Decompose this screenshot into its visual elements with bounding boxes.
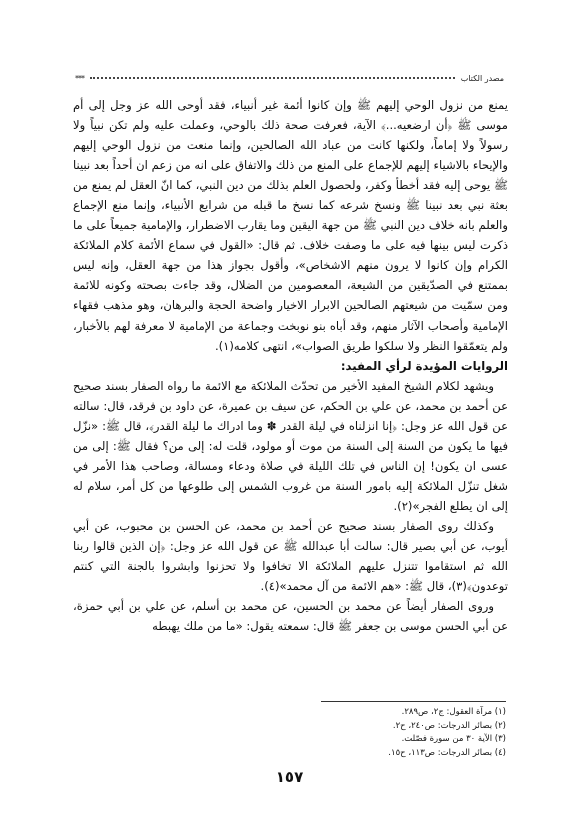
footnote-item: (١) مرآة العقول: ج٢، ص٢٨٩. bbox=[401, 707, 506, 717]
running-header bbox=[75, 72, 504, 84]
header-dotted-rule bbox=[90, 77, 455, 79]
footnote-item: (٤) بصائر الدرجات: ص١١٣، ح١٥. bbox=[388, 747, 506, 758]
footnote-separator bbox=[321, 701, 506, 702]
paragraph-saffar-istaqamu: وكذلك روى الصفار بسند صحيح عن أحمد بن محمد، عن الحسن بن محبوب، عن أبي أيوب، عن أبي بصير قال: سالت أبا عبدالله ﷺ عن قول الله عز وجل: ﴿إن الذين قالوا ربنا الله ثم استقاموا تتنزل عليهم الملائكة الا تخافوا ولا تحزنوا وابشروا بالجنة التي كنتم توعدون﴾(٣)، قال ﷺ: «هم الائمة من آل محمد»(٤). bbox=[73, 518, 508, 594]
running-header-title: مصدر الكتاب bbox=[460, 73, 504, 83]
page-number: ١٥٧ bbox=[275, 768, 304, 786]
paragraph-mufid-quote: يمنع من نزول الوحي إليهم ﷺ وإن كانوا أئمة غير أنبياء، فقد أوحى الله عز وجل إلى أم موسى ﷺ ﴿أن ارضعيه...﴾ الآية، فعرفت صحة ذلك بالوحي، وعملت عليه ولم تكن نبياً ولا رسولاً ولا إماماً، ولكنها كانت من عباد الله الصالحين، وإنما منعت من نزول الوحي إليهم والإيحاء بالاشياء إليهم للإجماع على المنع من ذلك والاتفاق على انه من زعم ان أحداً بعد نبينا ﷺ يوحى إليه فقد أخطأ وكفر، ولحصول العلم بذلك من دين النبي، كما انّ العقل لم يمنع من بعثة نبي بعد نبينا ﷺ ونسخ شرعه كما نسخ ما قبله من شرايع الأنبياء، وإنما منع الإجماع والعلم بانه خلاف دين النبي ﷺ من جهة اليقين وما يقارب الاضطرار، والإمامية جميعاً على ما ذكرت ليس بينها فيه على ما وصفت خلاف. ثم قال: «القول في سماع الأئمة كلام الملائكة الكرام وإن كانوا لا يرون منهم الاشخاص»، وأقول بجواز هذا من جهة العقل، وإنه ليس بممتنع في الصدّيقين من الشيعة، المعصومين من الضلال، وقد جاءت بصحته وكونه للائمة ومن سمّيت من شيعتهم الصالحين الابرار الاخيار واضحة الحجة والبرهان، وهو مذهب فقهاء الإمامية وأصحاب الآثار منهم، وقد أباه بنو نوبخت وجماعة من الإمامية لا معرفة لهم بالأخبار، ولم يتعمّقوا النظر ولا سلكوا طريق الصواب»، انتهى كلامه(١). bbox=[73, 98, 508, 353]
header-ornament: *** bbox=[75, 73, 84, 83]
footnote-item: (٢) بصائر الدرجات: ص٢٤٠، ح٢. bbox=[392, 720, 506, 731]
section-heading: الروايات المؤيدة لرأي المفيد: bbox=[340, 358, 508, 373]
footnotes bbox=[71, 706, 506, 760]
footnote-item: (٣) الآية ٣٠ من سورة فصّلت. bbox=[401, 734, 506, 745]
paragraph-saffar-qadr: ويشهد لكلام الشيخ المفيد الأخير من تحدّث الملائكة مع الائمة ما رواه الصفار بسند صحيح عن أحمد بن محمد، عن علي بن الحكم، عن سيف بن عميرة، عن داود بن فرقد، قال: سالته عن قول الله عز وجل: ﴿إنا انزلناه في ليلة القدر ✽ وما ادراك ما ليلة القدر﴾، قال ﷺ: «نزّل فيها ما يكون من السنة إلى السنة من موت أو مولود، قلت له: إلى من؟ فقال ﷺ: إلى من عسى ان يكون! إن الناس في تلك الليلة في صلاة ودعاء ومسالة، وصاحب هذا الأمر في شغل تنزّل الملائكة إليه بامور السنة من غروب الشمس إلى طلوعها من كل أمر، سلام له إلى ان يطلع الفجر»(٢). bbox=[73, 378, 508, 513]
paragraph-saffar-malak: وروى الصفار أيضاً عن محمد بن الحسين، عن محمد بن أسلم، عن علي بن أبي حمزة، عن أبي الحسن موسى بن جعفر ﷺ قال: سمعته يقول: «ما من ملك يهبطه bbox=[73, 599, 508, 634]
main-text bbox=[73, 95, 508, 636]
